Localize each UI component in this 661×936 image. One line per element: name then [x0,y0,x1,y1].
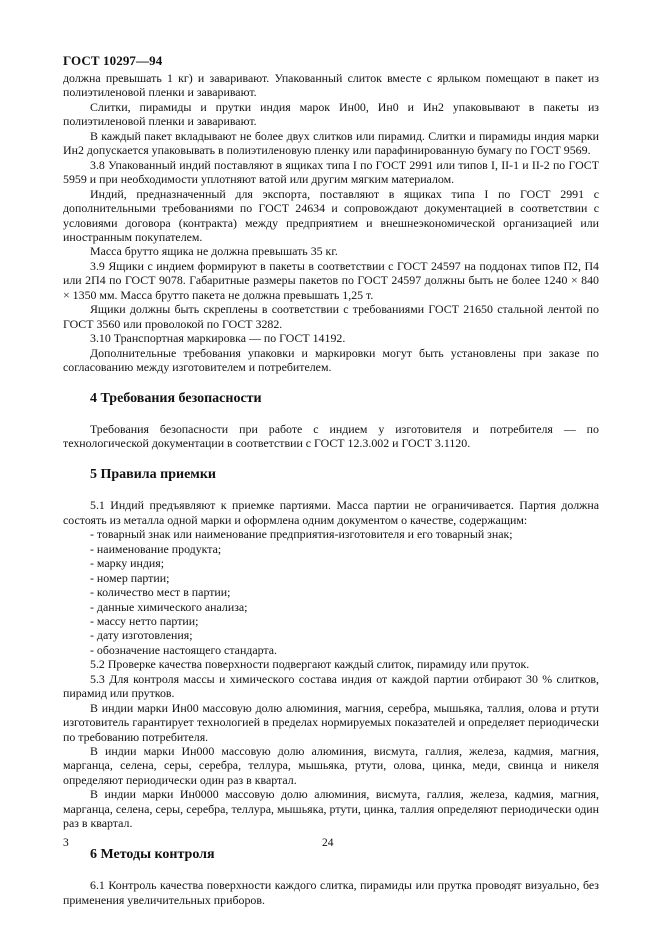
list-item: - дату изготовления; [90,628,193,643]
list-item: - наименование продукта; [90,541,222,556]
paragraph: Требования безопасности при работе с индием у изготовителя и потребителя — по технологической документации в соответствии с ГОСТ 12.3.002 и ГОСТ 3.1120. [63,421,599,451]
section-heading-5: 5 Правила приемки [90,466,216,482]
section-heading-6: 6 Методы контроля [90,846,215,862]
paragraph: В индии марки Ин00 массовую долю алюминия, магния, серебра, мышьяка, таллия, олова и ртути изготовитель гарантирует технологией в пределах нормируемых показателей и определяет периодически по требованию потребителя. [63,700,599,744]
clause-3-8: 3.8 Упакованный индий поставляют в ящиках типа I по ГОСТ 2991 или типов I, II-1 и II-2 по ГОСТ 5959 и при необходимости уплотняют ватой или другим мягким материалом. [63,157,599,187]
clause-3-9: 3.9 Ящики с индием формируют в пакеты в соответствии с ГОСТ 24597 на поддонах типов П2, П4 или 2П4 по ГОСТ 9078. Габаритные размеры пакетов по ГОСТ 24597 должны быть не более 1240 × 840 × 1350 мм. Масса брутто пакета не должна превышать 1,25 т. [63,258,599,302]
paragraph: Масса брутто ящика не должна превышать 35 кг. [90,244,338,259]
paragraph: Индий, предназначенный для экспорта, поставляют в ящиках типа I по ГОСТ 2991 с дополнительными требованиями по ГОСТ 24634 и сопровождают документацией в соответствии с условиями договора (контракта) между предприятием и внешнеэкономической организацией или иностранным покупателем. [63,186,599,244]
paragraph: Ящики должны быть скреплены в соответствии с требованиями ГОСТ 21650 стальной лентой по ГОСТ 3560 или проволокой по ГОСТ 3282. [63,302,599,331]
document-body [63,71,599,907]
paragraph: должна превышать 1 кг) и заваривают. Упакованный слиток вместе с ярлыком помещают в пакет из полиэтиленовой пленки и заваривают. [63,71,599,100]
paragraph: Слитки, пирамиды и прутки индия марок Ин00, Ин0 и Ин2 упаковывают в пакеты из полиэтиленовой пленки и заваривают. [63,99,599,129]
clause-6-1: 6.1 Контроль качества поверхности каждого слитка, пирамиды или прутка проводят визуально, без применения увеличительных приборов. [63,878,599,907]
list-item: - номер партии; [90,570,170,585]
clause-5-1: 5.1 Индий предъявляют к приемке партиями. Масса партии не ограничивается. Партия должна состоять из металла одной марки и оформлена одним документом о качестве, содержащим: [63,498,599,527]
page-number: 24 [322,837,334,849]
paragraph: В индии марки Ин000 массовую долю алюминия, висмута, галлия, железа, кадмия, магния, марганца, селена, серы, серебра, теллура, мышьяка, ртути, олова, цинка, меди, свинца и никеля определяют периодически один раз в квартал. [63,744,599,787]
paragraph: В каждый пакет вкладывают не более двух слитков или пирамид. Слитки и пирамиды индия марки Ин2 допускается упаковывать в полиэтиленовую пленку или парафинированную бумагу по ГОСТ 9569. [63,128,599,158]
footer-left-number: 3 [63,837,69,849]
paragraph: Дополнительные требования упаковки и маркировки могут быть установлены при заказе по согласованию между изготовителем и потребителем. [63,345,599,375]
list-item: - обозначение настоящего стандарта. [90,642,278,657]
clause-3-10: 3.10 Транспортная маркировка — по ГОСТ 14192. [90,331,346,346]
section-heading-4: 4 Требования безопасности [90,390,262,406]
clause-5-2: 5.2 Проверке качества поверхности подвергают каждый слиток, пирамиду или пруток. [90,657,530,672]
list-item: - массу нетто партии; [90,613,199,628]
list-item: - товарный знак или наименование предприятия-изготовителя и его товарный знак; [90,527,513,542]
paragraph: В индии марки Ин0000 массовую долю алюминия, висмута, галлия, железа, кадмия, магния, марганца, селена, серы, серебра, теллура, мышьяка, ртути, цинка, таллия определяют периодически один раз в квартал. [63,787,599,831]
list-item: - марку индия; [90,556,165,571]
list-item: - количество мест в партии; [90,585,231,600]
document-header: ГОСТ 10297—94 [63,53,163,68]
clause-5-3: 5.3 Для контроля массы и химического состава индия от каждой партии отбирают 30 % слитков, пирамид или прутков. [63,671,599,701]
list-item: - данные химического анализа; [90,599,248,614]
